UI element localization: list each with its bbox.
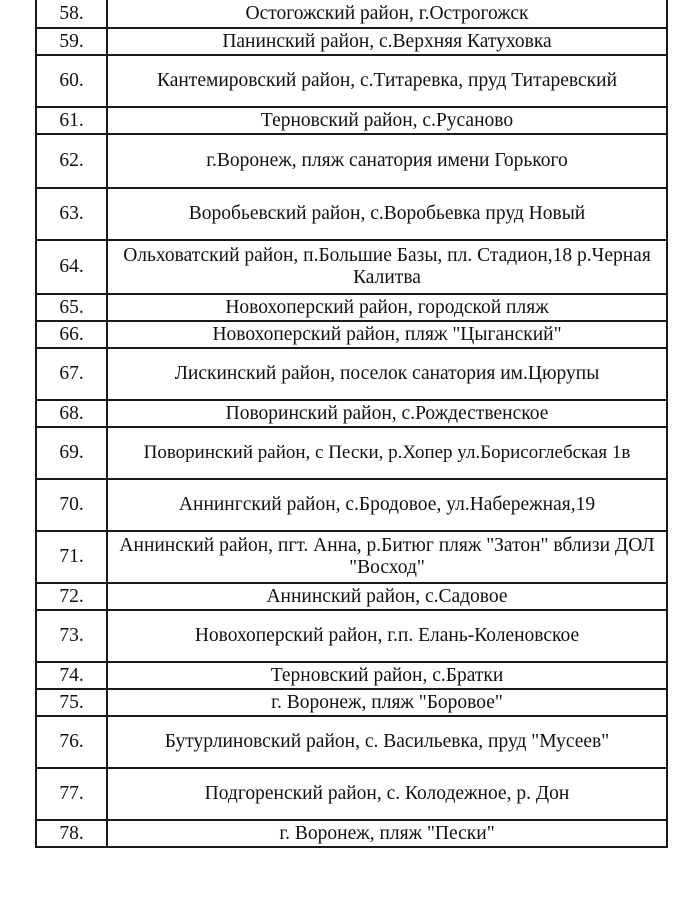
table-row [36,400,667,427]
row-location: г.Воронеж, пляж санатория имени Горького [107,134,667,188]
row-number: 60. [36,55,107,107]
row-location: Бутурлиновский район, с. Васильевка, пруд "Мусеев" [107,716,667,768]
row-location: г. Воронеж, пляж "Пески" [107,820,667,847]
row-number: 77. [36,768,107,820]
table-row [36,716,667,768]
row-location: Поворинский район, с.Рождественское [107,400,667,427]
row-number: 78. [36,820,107,847]
table-row [36,689,667,716]
row-location: Кантемировский район, с.Титаревка, пруд Титаревский [107,55,667,107]
table-row [36,662,667,689]
table-row [36,348,667,400]
row-location: Новохоперский район, городской пляж [107,294,667,321]
row-location: Панинский район, с.Верхняя Катуховка [107,28,667,55]
row-number: 65. [36,294,107,321]
row-number: 76. [36,716,107,768]
row-location: Воробьевский район, с.Воробьевка пруд Новый [107,188,667,240]
table-row [36,427,667,479]
table-row [36,28,667,55]
row-location: Ольховатский район, п.Большие Базы, пл. Стадион,18 р.Черная Калитва [107,240,667,294]
row-number: 63. [36,188,107,240]
row-number: 61. [36,107,107,134]
row-location: Терновский район, с.Русаново [107,107,667,134]
row-number: 75. [36,689,107,716]
row-location: Новохоперский район, г.п. Елань-Коленовское [107,610,667,662]
row-number: 74. [36,662,107,689]
row-location: Аннинский район, пгт. Анна, р.Битюг пляж "Затон" вблизи ДОЛ "Восход" [107,531,667,583]
table-row [36,107,667,134]
row-number: 68. [36,400,107,427]
row-number: 72. [36,583,107,610]
row-location: Лискинский район, поселок санатория им.Цюрупы [107,348,667,400]
row-number: 69. [36,427,107,479]
table-row [36,610,667,662]
row-number: 70. [36,479,107,531]
row-number: 59. [36,28,107,55]
row-number: 64. [36,240,107,294]
table-row [36,188,667,240]
table-row [36,134,667,188]
row-number: 71. [36,531,107,583]
table-row [36,294,667,321]
row-number: 66. [36,321,107,348]
table-row [36,531,667,583]
table-row [36,55,667,107]
row-location: Аннинский район, с.Садовое [107,583,667,610]
row-location: Подгоренский район, с. Колодежное, р. Дон [107,768,667,820]
table-row [36,583,667,610]
row-location: Поворинский район, с Пески, р.Хопер ул.Борисоглебская 1в [107,427,667,479]
row-number: 67. [36,348,107,400]
beaches-table [35,0,668,848]
table-row [36,768,667,820]
table-row [36,321,667,348]
row-location: Терновский район, с.Братки [107,662,667,689]
row-location: Новохоперский район, пляж "Цыганский" [107,321,667,348]
table-row [36,240,667,294]
table-row [36,479,667,531]
row-number: 62. [36,134,107,188]
table-row [36,0,667,28]
row-number: 73. [36,610,107,662]
table-row [36,820,667,847]
row-number: 58. [36,0,107,28]
row-location: Остогожский район, г.Острогожск [107,0,667,28]
row-location: г. Воронеж, пляж "Боровое" [107,689,667,716]
row-location: Аннингский район, с.Бродовое, ул.Набережная,19 [107,479,667,531]
